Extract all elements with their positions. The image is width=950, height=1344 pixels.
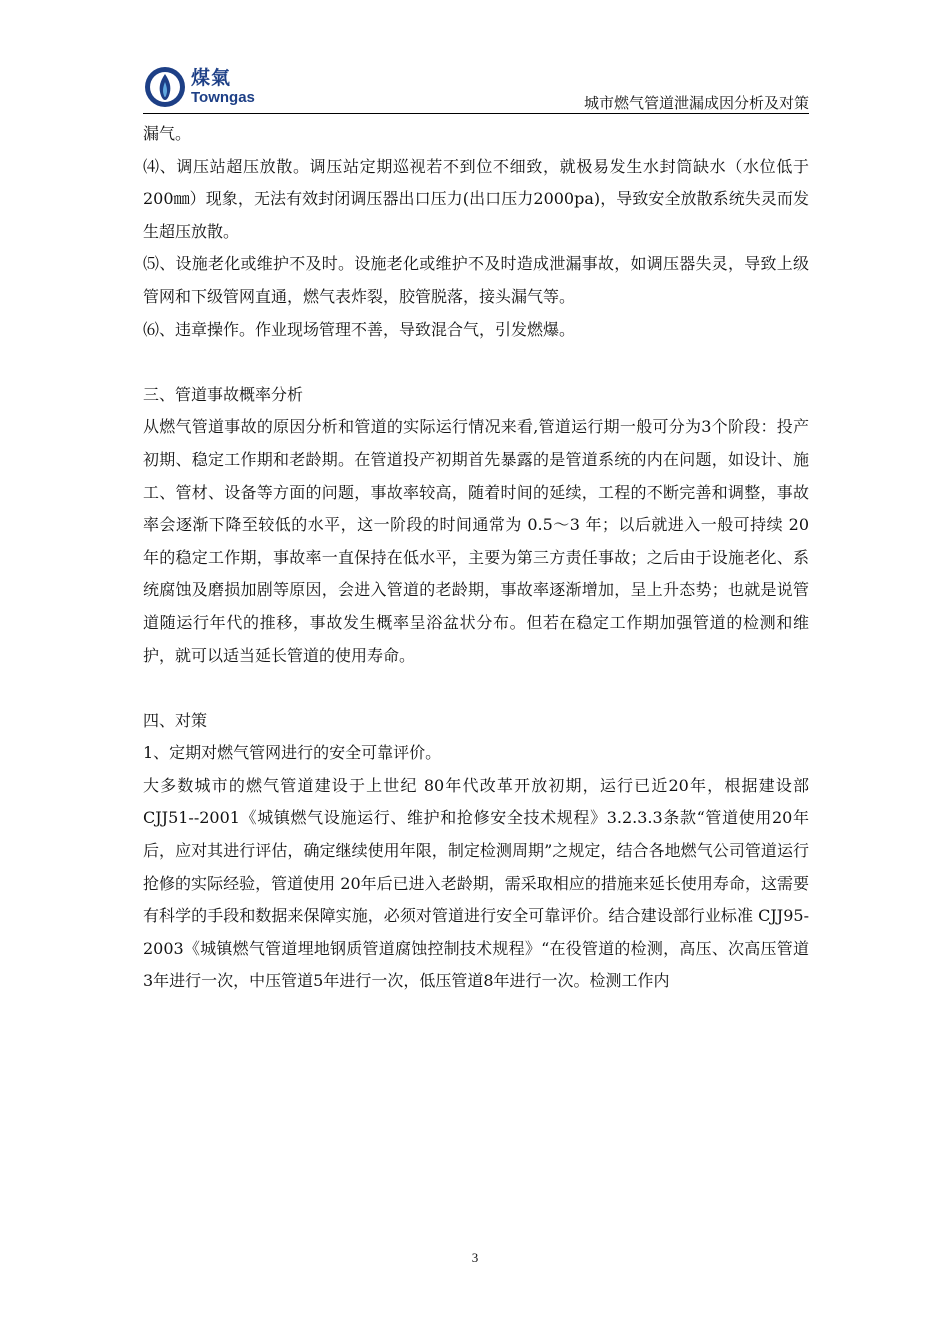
section-heading: 四、对策 bbox=[143, 710, 208, 730]
logo-chinese-text: 煤氣 bbox=[191, 67, 232, 89]
page-number: 3 bbox=[471, 1250, 479, 1265]
flame-logo-icon bbox=[143, 65, 187, 109]
paragraph: 漏气。 bbox=[143, 124, 192, 143]
document-body bbox=[143, 118, 809, 998]
logo-english-text: Towngas bbox=[191, 89, 255, 106]
subheading: 1、定期对燃气管网进行的安全可靠评价。 bbox=[143, 743, 442, 763]
blank-line bbox=[143, 346, 809, 379]
page-header bbox=[143, 62, 809, 112]
paragraph: ⑸、设施老化或维护不及时。设施老化或维护不及时造成泄漏事故，如调压器失灵，导致上级管网和下级管网直通，燃气表炸裂，胶管脱落，接头漏气等。 bbox=[143, 254, 809, 306]
towngas-logo bbox=[143, 62, 274, 112]
paragraph: 大多数城市的燃气管道建设于上世纪 80年代改革开放初期，运行已近20年，根据建设部CJJ51--2001《城镇燃气设施运行、维护和抢修安全技术规程》3.2.3.3条款“管道使用20年后，应对其进行评估，确定继续使用年限，制定检测周期”之规定，结合各地燃气公司管道运行抢修的实际经验，管道使用 20年后已进入老龄期，需采取相应的措施来延长使用寿命，这需要有科学的手段和数据来保障实施，必须对管道进行安全可靠评价。结合建设部行业标准 CJJ95-2003《城镇燃气管道埋地钢质管道腐蚀控制技术规程》“在役管道的检测，高压、次高压管道3年进行一次，中压管道5年进行一次，低压管道8年进行一次。检测工作内 bbox=[143, 775, 809, 991]
section-heading: 三、管道事故概率分析 bbox=[143, 384, 304, 404]
paragraph: ⑹、违章操作。作业现场管理不善，导致混合气，引发燃爆。 bbox=[143, 319, 576, 339]
blank-line bbox=[143, 672, 809, 705]
paragraph: ⑷、调压站超压放散。调压站定期巡视若不到位不细致，就极易发生水封筒缺水（水位低于200㎜）现象，无法有效封闭调压器出口压力(出口压力2000pa)，导致安全放散系统失灵而发生超压放散。 bbox=[143, 156, 809, 241]
paragraph: 从燃气管道事故的原因分析和管道的实际运行情况来看,管道运行期一般可分为3个阶段：投产初期、稳定工作期和老龄期。在管道投产初期首先暴露的是管道系统的内在问题，如设计、施工、管材、设备等方面的问题，事故率较高，随着时间的延续，工程的不断完善和调整，事故率会逐渐下降至较低的水平，这一阶段的时间通常为 0.5～3 年；以后就进入一般可持续 20 年的稳定工作期，事故率一直保持在低水平，主要为第三方责任事故；之后由于设施老化、系统腐蚀及磨损加剧等原因，会进入管道的老龄期，事故率逐渐增加，呈上升态势；也就是说管道随运行年代的推移，事故发生概率呈浴盆状分布。但若在稳定工作期加强管道的检测和维护，就可以适当延长管道的使用寿命。 bbox=[143, 417, 809, 665]
header-title: 城市燃气管道泄漏成因分析及对策 bbox=[583, 94, 809, 112]
header-divider bbox=[143, 113, 809, 114]
